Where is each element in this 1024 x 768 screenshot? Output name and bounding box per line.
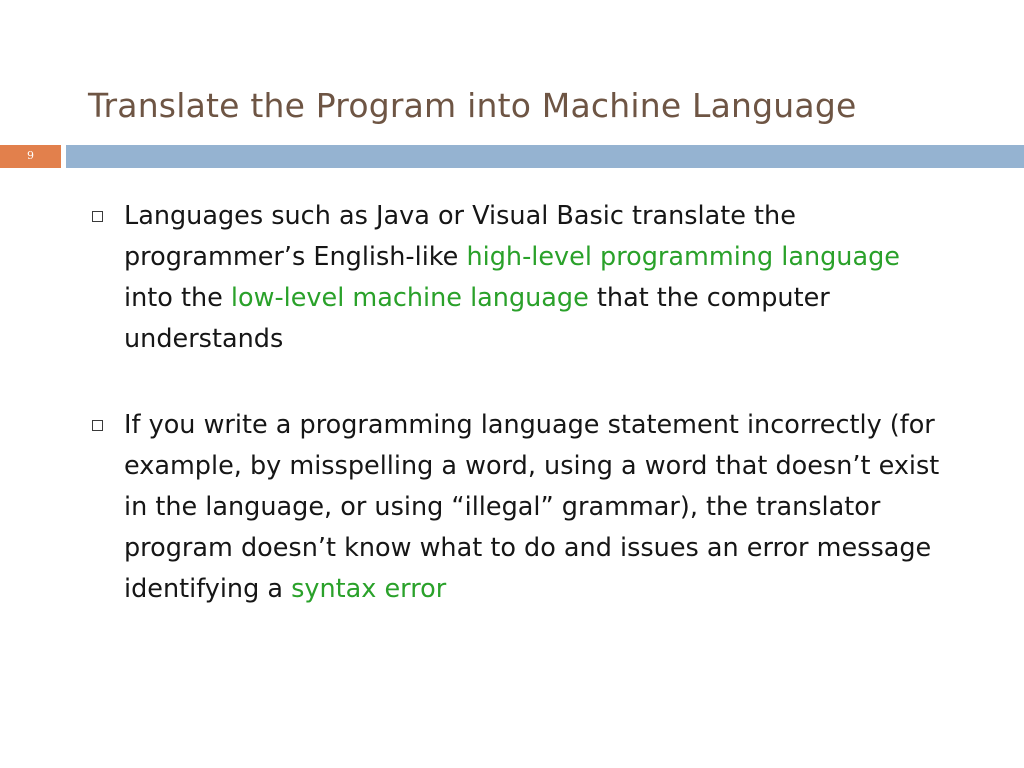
bullet-text: that the computer understands xyxy=(124,283,830,354)
square-bullet-icon xyxy=(92,420,103,431)
bullet-list xyxy=(88,196,948,610)
slide-title: Translate the Program into Machine Language xyxy=(88,86,857,125)
bullet-text: into the xyxy=(124,283,231,313)
bullet-text: Languages such as Java or Visual Basic translate the programmer’s English-like xyxy=(124,201,796,272)
slide-number-badge: 9 xyxy=(0,145,61,168)
bullet-item xyxy=(88,196,948,360)
highlighted-term: syntax error xyxy=(291,574,447,604)
highlighted-term: high-level programming language xyxy=(466,242,900,272)
bullet-text: If you write a programming language statement incorrectly (for example, by misspelling a word, using a word that doesn’t exist in the language, or using “illegal” grammar), the translator program doesn’t know what to do and issues an error message identifying a xyxy=(124,410,940,604)
highlighted-term: low-level machine language xyxy=(230,283,589,313)
bullet-item xyxy=(88,405,948,610)
title-accent-bar xyxy=(66,145,1024,168)
square-bullet-icon xyxy=(92,211,103,222)
